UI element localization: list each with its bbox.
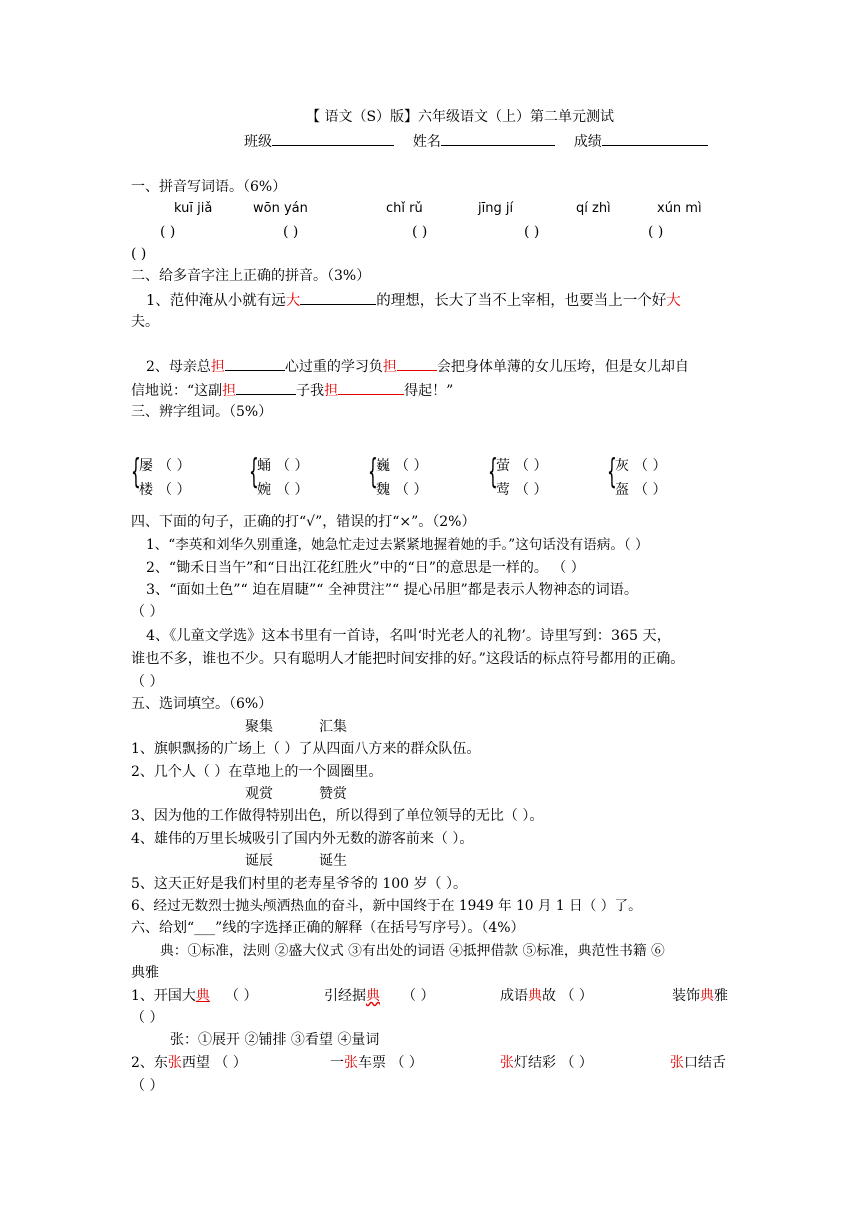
dian-definitions-cont: 典雅 [131,965,159,981]
pinyin-6: xún mì [657,201,702,216]
s4-q2: 2、“锄禾日当午”和“日出江花红胜火”中的“日”的意思是一样的。 （ ） [146,560,585,576]
answer-bracket-1[interactable]: ( ) [160,224,176,240]
score-blank[interactable] [602,131,708,146]
s6-q2-b: 一张车票 （ ） [330,1055,423,1071]
s6-q2-d: 张口结舌 [670,1055,726,1071]
s6-q2-c: 张灯结彩 （ ） [500,1055,593,1071]
answer-bracket-2[interactable]: ( ) [283,224,299,240]
s2-line-3: 2、母亲总担 心过重的学习负担 会把身体单薄的女儿压垮，但是女儿却自 [146,356,689,377]
word-choice-2: 汇集 [319,719,347,735]
s4-q4-answer[interactable]: （ ） [131,674,164,690]
word-choice-4: 赞赏 [319,786,347,802]
answer-bracket-5-open[interactable]: ( ) [648,224,664,240]
word-choice-1: 聚集 [245,719,273,735]
info-line [244,131,708,152]
section-4-heading: 四、下面的句子，正确的打“√”，错误的打“×”。（2%） [131,514,476,530]
section-5-heading: 五、选词填空。（6%） [131,696,273,712]
section-1-heading: 一、拼音写词语。（6%） [131,179,287,195]
pinyin-5: qí zhì [576,201,611,216]
s4-q4-cont: 谁也不多，谁也不少。只有聪明人才能把时间安排的好。”这段话的标点符号都用的正确。 [131,651,685,667]
s6-q1-d-answer[interactable]: （ ） [131,1010,164,1026]
dian-definitions: 典：①标准，法则 ②盛大仪式 ③有出处的词语 ④抵押借款 ⑤标准，典范性书籍 ⑥ [160,943,665,959]
answer-bracket-3[interactable]: ( ) [412,224,428,240]
name-label: 姓名 [412,134,441,150]
class-label: 班级 [244,134,272,150]
score-label: 成绩 [573,134,602,150]
answer-bracket-4[interactable]: ( ) [524,224,540,240]
s4-q3-answer[interactable]: （ ） [131,604,164,620]
s6-q1-d: 装饰典雅 [672,988,728,1004]
section-6-heading: 六、给划“___”线的字选择正确的解释（在括号写序号）。（4%） [131,920,525,936]
s2-line-2: 夫。 [131,314,159,330]
s6-q1-a-answer[interactable]: （ ） [225,988,258,1004]
section-2-heading: 二、给多音字注上正确的拼音。（3%） [131,268,371,284]
s4-q1: 1、“李英和刘华久别重逢，她急忙走过去紧紧地握着她的手。”这句话没有语病。（ ） [146,537,649,553]
s4-q3: 3、“面如土色”“ 迫在眉睫”“ 全神贯注”“ 提心吊胆”都是表示人物神态的词语。 [146,582,639,598]
s2-line-4: 信地说：“这副担 子我担 得起！” [131,380,453,401]
s2-line-1: 1、范仲淹从小就有远大 的理想，长大了当不上宰相，也要当上一个好大 [146,290,681,311]
word-choice-5: 诞辰 [245,853,273,869]
page-title: 【 语文（S）版】六年级语文（上）第二单元测试 [306,109,615,125]
s6-q1-b-answer[interactable]: （ ） [402,988,435,1004]
class-blank[interactable] [272,131,394,146]
s5-q2: 2、几个人（ ）在草地上的一个圆圈里。 [131,764,383,780]
pinyin-2: wōn yán [253,201,308,216]
s6-q2-d-answer[interactable]: （ ） [131,1078,164,1094]
s6-q2-a: 2、东张西望 （ ） [131,1055,247,1071]
name-blank[interactable] [441,131,555,146]
s5-q4: 4、雄伟的万里长城吸引了国内外无数的游客前来（ ）。 [131,831,474,847]
pinyin-4: jīng jí [478,201,514,216]
pinyin-3: chǐ rǔ [386,201,423,216]
s6-q1-b: 引经据典 [324,988,380,1004]
s5-q1: 1、旗帜飘扬的广场上（ ）了从四面八方来的群众队伍。 [131,741,481,757]
s4-q4: 4、《儿童文学选》这本书里有一首诗，名叫‘时光老人的礼物’。诗里写到：365 天， [146,628,671,644]
section-3-heading: 三、辨字组词。（5%） [131,404,273,420]
s5-q3: 3、因为他的工作做得特别出色，所以得到了单位领导的无比（ ）。 [131,808,544,824]
word-choice-3: 观赏 [245,786,273,802]
s5-q5: 5、这天正好是我们村里的老寿星爷爷的 100 岁（ ）。 [131,876,467,892]
s6-q1-c: 成语典故 （ ） [500,988,593,1004]
pinyin-1: kuī jiǎ [174,201,213,216]
answer-bracket-6[interactable]: ( ) [131,246,147,262]
word-choice-6: 诞生 [319,853,347,869]
s6-q1-a: 1、开国大典 [131,988,210,1004]
zhang-definitions: 张：①展开 ②铺排 ③看望 ④量词 [170,1032,380,1048]
s5-q6: 6、经过无数烈士抛头颅洒热血的奋斗，新中国终于在 1949 年 10 月 1 日（ ）了。 [131,898,642,914]
